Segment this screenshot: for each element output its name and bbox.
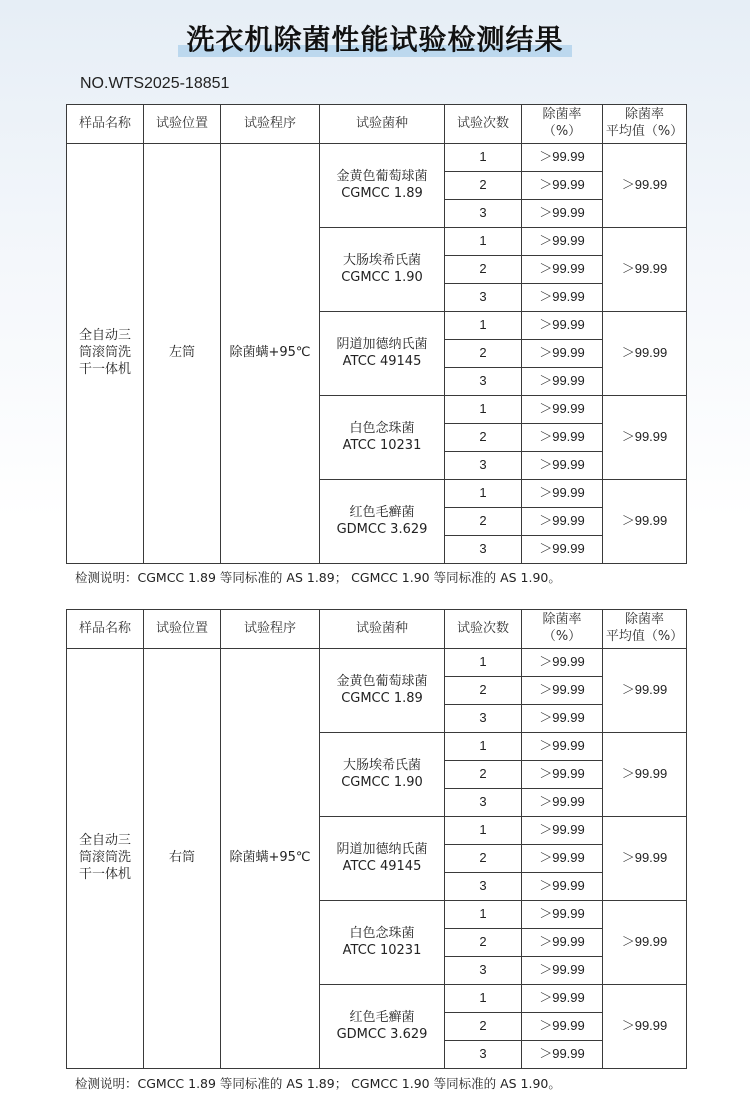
strain-cell: 阴道加德纳氏菌 ATCC 49145 xyxy=(320,817,445,901)
removal-rate-cell: ＞99.99 xyxy=(522,172,603,200)
removal-rate-cell: ＞99.99 xyxy=(522,761,603,789)
average-rate-cell: ＞99.99 xyxy=(603,649,687,733)
trial-number-cell: 2 xyxy=(445,340,522,368)
strain-cell: 红色毛癣菌 GDMCC 3.629 xyxy=(320,480,445,564)
trial-number-cell: 1 xyxy=(445,396,522,424)
column-header: 试验程序 xyxy=(221,610,320,649)
result-table-left xyxy=(66,104,687,564)
strain-cell: 阴道加德纳氏菌 ATCC 49145 xyxy=(320,312,445,396)
strain-cell: 白色念珠菌 ATCC 10231 xyxy=(320,901,445,985)
removal-rate-cell: ＞99.99 xyxy=(522,396,603,424)
test-program-cell: 除菌螨+95℃ xyxy=(221,144,320,564)
trial-number-cell: 3 xyxy=(445,452,522,480)
removal-rate-cell: ＞99.99 xyxy=(522,452,603,480)
strain-cell: 金黄色葡萄球菌 CGMCC 1.89 xyxy=(320,144,445,228)
header-row xyxy=(67,105,687,144)
result-table-right xyxy=(66,609,687,1069)
trial-number-cell: 3 xyxy=(445,705,522,733)
trial-number-cell: 1 xyxy=(445,985,522,1013)
strain-cell: 红色毛癣菌 GDMCC 3.629 xyxy=(320,985,445,1069)
column-header: 除菌率 （%） xyxy=(522,105,603,144)
column-header: 除菌率 平均值（%） xyxy=(603,610,687,649)
average-rate-cell: ＞99.99 xyxy=(603,312,687,396)
removal-rate-cell: ＞99.99 xyxy=(522,817,603,845)
removal-rate-cell: ＞99.99 xyxy=(522,957,603,985)
strain-cell: 金黄色葡萄球菌 CGMCC 1.89 xyxy=(320,649,445,733)
column-header: 试验菌种 xyxy=(320,610,445,649)
removal-rate-cell: ＞99.99 xyxy=(522,284,603,312)
trial-number-cell: 2 xyxy=(445,1013,522,1041)
test-note-left: 检测说明：CGMCC 1.89 等同标准的 AS 1.89； CGMCC 1.90 等同标准的 AS 1.90。 xyxy=(75,570,561,585)
average-rate-cell: ＞99.99 xyxy=(603,396,687,480)
removal-rate-cell: ＞99.99 xyxy=(522,929,603,957)
average-rate-cell: ＞99.99 xyxy=(603,901,687,985)
trial-number-cell: 1 xyxy=(445,733,522,761)
strain-cell: 大肠埃希氏菌 CGMCC 1.90 xyxy=(320,228,445,312)
average-rate-cell: ＞99.99 xyxy=(603,144,687,228)
column-header: 除菌率 （%） xyxy=(522,610,603,649)
test-position-cell: 左筒 xyxy=(144,144,221,564)
test-note-right: 检测说明：CGMCC 1.89 等同标准的 AS 1.89； CGMCC 1.90 等同标准的 AS 1.90。 xyxy=(75,1076,561,1091)
trial-number-cell: 2 xyxy=(445,424,522,452)
removal-rate-cell: ＞99.99 xyxy=(522,480,603,508)
column-header: 试验程序 xyxy=(221,105,320,144)
trial-number-cell: 2 xyxy=(445,929,522,957)
test-position-cell: 右筒 xyxy=(144,649,221,1069)
table-row xyxy=(67,144,687,172)
column-header: 试验位置 xyxy=(144,105,221,144)
removal-rate-cell: ＞99.99 xyxy=(522,312,603,340)
title-wrap xyxy=(0,18,750,58)
strain-cell: 大肠埃希氏菌 CGMCC 1.90 xyxy=(320,733,445,817)
removal-rate-cell: ＞99.99 xyxy=(522,985,603,1013)
trial-number-cell: 1 xyxy=(445,649,522,677)
removal-rate-cell: ＞99.99 xyxy=(522,1013,603,1041)
trial-number-cell: 2 xyxy=(445,677,522,705)
trial-number-cell: 3 xyxy=(445,873,522,901)
removal-rate-cell: ＞99.99 xyxy=(522,705,603,733)
removal-rate-cell: ＞99.99 xyxy=(522,256,603,284)
removal-rate-cell: ＞99.99 xyxy=(522,649,603,677)
trial-number-cell: 2 xyxy=(445,256,522,284)
trial-number-cell: 1 xyxy=(445,144,522,172)
column-header: 试验菌种 xyxy=(320,105,445,144)
trial-number-cell: 2 xyxy=(445,761,522,789)
column-header: 样品名称 xyxy=(67,105,144,144)
trial-number-cell: 3 xyxy=(445,284,522,312)
removal-rate-cell: ＞99.99 xyxy=(522,536,603,564)
trial-number-cell: 3 xyxy=(445,957,522,985)
average-rate-cell: ＞99.99 xyxy=(603,480,687,564)
trial-number-cell: 3 xyxy=(445,368,522,396)
removal-rate-cell: ＞99.99 xyxy=(522,901,603,929)
removal-rate-cell: ＞99.99 xyxy=(522,368,603,396)
column-header: 试验次数 xyxy=(445,105,522,144)
average-rate-cell: ＞99.99 xyxy=(603,228,687,312)
column-header: 试验次数 xyxy=(445,610,522,649)
removal-rate-cell: ＞99.99 xyxy=(522,144,603,172)
trial-number-cell: 1 xyxy=(445,228,522,256)
test-program-cell: 除菌螨+95℃ xyxy=(221,649,320,1069)
removal-rate-cell: ＞99.99 xyxy=(522,228,603,256)
trial-number-cell: 3 xyxy=(445,200,522,228)
header-row xyxy=(67,610,687,649)
sample-name-cell: 全自动三 筒滚筒洗 干一体机 xyxy=(67,649,144,1069)
table-row xyxy=(67,649,687,677)
removal-rate-cell: ＞99.99 xyxy=(522,424,603,452)
trial-number-cell: 1 xyxy=(445,312,522,340)
trial-number-cell: 2 xyxy=(445,845,522,873)
average-rate-cell: ＞99.99 xyxy=(603,733,687,817)
average-rate-cell: ＞99.99 xyxy=(603,817,687,901)
page-title: 洗衣机除菌性能试验检测结果 xyxy=(178,18,571,58)
trial-number-cell: 1 xyxy=(445,817,522,845)
average-rate-cell: ＞99.99 xyxy=(603,985,687,1069)
removal-rate-cell: ＞99.99 xyxy=(522,340,603,368)
removal-rate-cell: ＞99.99 xyxy=(522,1041,603,1069)
removal-rate-cell: ＞99.99 xyxy=(522,508,603,536)
removal-rate-cell: ＞99.99 xyxy=(522,677,603,705)
report-number: NO.WTS2025-18851 xyxy=(80,75,230,92)
trial-number-cell: 1 xyxy=(445,901,522,929)
trial-number-cell: 3 xyxy=(445,789,522,817)
removal-rate-cell: ＞99.99 xyxy=(522,873,603,901)
column-header: 样品名称 xyxy=(67,610,144,649)
trial-number-cell: 3 xyxy=(445,1041,522,1069)
removal-rate-cell: ＞99.99 xyxy=(522,733,603,761)
trial-number-cell: 1 xyxy=(445,480,522,508)
trial-number-cell: 2 xyxy=(445,508,522,536)
trial-number-cell: 3 xyxy=(445,536,522,564)
removal-rate-cell: ＞99.99 xyxy=(522,845,603,873)
removal-rate-cell: ＞99.99 xyxy=(522,200,603,228)
column-header: 除菌率 平均值（%） xyxy=(603,105,687,144)
sample-name-cell: 全自动三 筒滚筒洗 干一体机 xyxy=(67,144,144,564)
column-header: 试验位置 xyxy=(144,610,221,649)
strain-cell: 白色念珠菌 ATCC 10231 xyxy=(320,396,445,480)
removal-rate-cell: ＞99.99 xyxy=(522,789,603,817)
trial-number-cell: 2 xyxy=(445,172,522,200)
